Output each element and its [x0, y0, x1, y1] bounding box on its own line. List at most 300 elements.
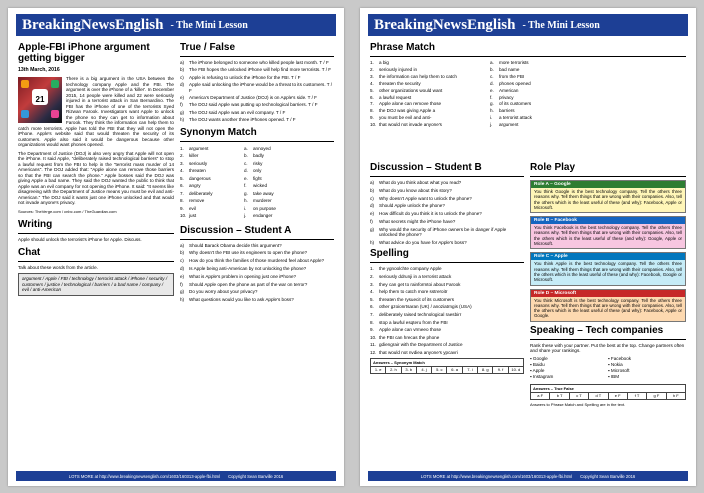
divider [180, 56, 334, 57]
discussion-a-question [180, 289, 334, 294]
synonym-cell-n: 4. [180, 168, 184, 174]
speaking-item [608, 374, 686, 380]
phrase-cell-m: bad name [499, 66, 520, 72]
role-card [530, 252, 686, 285]
phrase-cell-n: 3. [370, 73, 374, 79]
bullet-icon: ▪ [530, 361, 533, 367]
discussion-b-question-text: What do you think about what you read? [379, 180, 462, 185]
writing-prompt: Apple should unlock the terrorist's iPhone for Apple. Discuss. [18, 237, 142, 242]
role-card [530, 289, 686, 322]
phrase-cell-k: g. [490, 101, 494, 107]
spelling-item-text: deliberately raised technological raesbirr [379, 311, 462, 317]
spelling-item-key: 10. [370, 334, 377, 340]
synonym-cell-n: 10. [180, 213, 187, 219]
role-title: Role B – Facebook [531, 217, 685, 224]
article-date: 13th March, 2016 [18, 67, 60, 73]
discussion-a-question [180, 274, 334, 279]
speaking-item-label: Facebook [610, 355, 632, 361]
divider [530, 339, 686, 340]
spelling-item-text: other gzoionrtsaran (UK) / anoziatrngis (USA) [379, 304, 472, 310]
discussion-a-question [180, 297, 334, 302]
phrase-cell-w: other organizations would want [379, 87, 443, 93]
discussion-b-question [370, 196, 524, 201]
speaking-item-label: Apple [532, 368, 545, 374]
synonym-cell-n: 3. [180, 160, 184, 166]
answers-synonym-title: Answers – Synonym Match [371, 359, 523, 367]
truefalse-item-key: f) [180, 102, 183, 108]
article-paragraph-2: The Department of Justice (DOJ) is also very angry that Apple will not open the iPhone. It said Apple, "deliberately raised technological barriers" to stop a lawful request from the FBI to help in the "terrorist mass murder of 14 Americans". The DOJ added that: "Apple alone can remove those barriers so that the FBI can search the phone." Apple bosses said the DOJ was giving Apple a bad name. They said the DOJ wanted the public to think that Apple was an evil company for not opening the iPhone. It said: "It seems like disagreeing with the Department of Justice means you must be evil and anti-American." The DOJ said it wants just one iPhone unlocked and that would not invade anyone's privacy. [18, 150, 174, 205]
role-text: You think Google is the best technology company. Tell the others three reasons why. Tell them things that are wrong with their companies. Also, tell the others which is the least useful of these (and why): Facebook, Apple or Microsoft. [534, 189, 682, 210]
speaking-item-label: IBM [610, 374, 620, 380]
bullet-icon: ▪ [608, 355, 611, 361]
spelling-item [370, 320, 524, 325]
truefalse-item-key: b) [180, 67, 185, 73]
synonym-cell-k: d. [244, 168, 248, 174]
article-paragraph-1: There is a big argument in the USA between the technology company Apple and the FBI. The argument is over the iPhone of a 'killer'. In December 2015, 14 people were killed and 22 were seriously injured in a terrorist attack in San Bernardino. The FBI has the iPhone of one of the terrorists Syed Rizwan Farook. Investigators want Apple to unlock the phone so they can get to information about Farook. They think the information can help them to catch more terrorists. Apple has told the FBI that they will not open the iPhone. Apple's website said that would threaten the security of its customers. Apple also said it would be dangerous because other organizations would want phones opened. [18, 76, 174, 147]
synonym-cell-m: endanger [253, 213, 273, 219]
answer-cell: 10. d [511, 367, 521, 373]
discussion-b-question-text: What advice do you have for Apple's boss? [379, 239, 467, 245]
answer-cell: 8. g [478, 367, 493, 373]
synonym-cell-m: take away [253, 190, 274, 196]
phrase-cell-w: the DOJ was giving Apple a [379, 108, 436, 114]
discussion-b-question-key: g) [370, 226, 375, 232]
synonym-cell-m: wicked [253, 183, 268, 189]
discussion-b-question [370, 188, 524, 193]
phrase-cell-n: 7. [370, 101, 374, 107]
phrase-cell-w: seriously injured in [379, 66, 418, 72]
phrase-cell-m: privacy [499, 94, 514, 100]
synonym-cell-k: e. [244, 175, 248, 181]
footer-copyright: Copyright Sean Banville 2016 [580, 473, 636, 479]
discussion-a-question-key: e) [180, 273, 185, 279]
phrase-cell-w: that would not invade anyone's [379, 122, 442, 128]
phrase-cell-n: 1. [370, 60, 374, 65]
discussion-b-question-key: b) [370, 187, 375, 193]
phrase-cell-w: Apple alone can remove those [379, 101, 442, 107]
discussion-a-question-text: What questions would you like to ask Apple's boss? [189, 297, 294, 303]
phrase-cell-k: i. [490, 115, 493, 121]
discussion-a-question-key: f) [180, 281, 183, 287]
synonym-cell-m: on purpose [253, 205, 276, 211]
truefalse-item [180, 102, 334, 107]
synonym-cell-k: f. [244, 183, 247, 189]
truefalse-item-key: d) [180, 82, 185, 88]
calendar-icon: 21 [32, 89, 48, 105]
synonym-cell-w: deliberately [189, 190, 213, 196]
left-column [370, 160, 524, 468]
phrase-cell-w: you must be evil and anti- [379, 115, 432, 121]
article-sources: Sources: TheVerge.com / cnbc.com / TheGuardian.com [18, 208, 117, 214]
synonym-cell-w: seriously [189, 160, 208, 166]
synonym-cell-k: j. [244, 213, 247, 219]
answers-note: Answers to Phrase Match and Spelling are in the text. [530, 401, 626, 407]
brand-title: BreakingNewsEnglish [374, 16, 516, 33]
answer-cell: g F [647, 393, 666, 399]
answer-cell: 4. j [417, 367, 432, 373]
synonym-cell-n: 7. [180, 190, 184, 196]
discussion-b-question [370, 203, 524, 208]
footer-copyright: Copyright Sean Banville 2016 [228, 473, 284, 479]
divider [18, 233, 174, 234]
answers-synonym-cells [371, 367, 523, 373]
exercise-column [180, 40, 334, 468]
spelling-item-text: stop a lawful esqteru from the FBI [379, 319, 448, 325]
divider [180, 239, 334, 240]
role-title: Role A – Google [531, 181, 685, 188]
bullet-icon: ▪ [530, 355, 533, 361]
worksheet-page-2 [360, 8, 696, 486]
banner-subtitle: - The Mini Lesson [170, 19, 248, 31]
answer-cell: e F [609, 393, 628, 399]
answer-cell: 9. f [493, 367, 508, 373]
spelling-item [370, 274, 524, 279]
truefalse-heading: True / False [180, 42, 236, 53]
article-column [18, 40, 174, 468]
role-title: Role D – Microsoft [531, 290, 685, 297]
answer-cell: 5. c [432, 367, 447, 373]
banner [16, 14, 336, 36]
truefalse-item [180, 82, 334, 93]
synonym-cell-k: c. [244, 160, 248, 166]
spelling-item-key: 1. [370, 266, 374, 272]
synonym-cell-n: 6. [180, 183, 184, 189]
discussion-b-question-key: a) [370, 180, 375, 185]
divider [370, 262, 524, 263]
spelling-item [370, 327, 524, 332]
divider [530, 176, 686, 177]
spelling-item-text: the ygnoolchte company Apple [379, 266, 442, 272]
phrase-cell-w: a lawful request [379, 94, 412, 100]
truefalse-item-key: h) [180, 117, 185, 123]
discussion-a-question-text: What is Apple's problem in opening just one iPhone? [189, 273, 297, 279]
answer-cell: 2. h [386, 367, 401, 373]
synonym-cell-w: argument [189, 145, 209, 151]
discussion-b-question [370, 219, 524, 224]
synonym-cell-k: h. [244, 198, 248, 204]
synonym-cell-n: 8. [180, 198, 184, 204]
discussion-b-question-key: h) [370, 239, 375, 245]
synonym-cell-w: angry [189, 183, 201, 189]
spelling-item-text: help them to catch more sstreroitr [379, 289, 448, 295]
right-column [530, 160, 686, 468]
truefalse-list [180, 60, 334, 123]
truefalse-item [180, 117, 334, 122]
synonym-cell-m: annoyed [253, 145, 271, 151]
discussion-b-list [370, 180, 524, 245]
synonym-cell-m: badly [253, 153, 264, 159]
divider [370, 176, 524, 177]
spelling-item-key: 11. [370, 342, 377, 348]
spelling-item [370, 282, 524, 287]
divider [18, 261, 174, 262]
speaking-item-label: Microsoft [610, 368, 630, 374]
speaking-item-label: Google [532, 355, 548, 361]
speaking-heading: Speaking – Tech companies [530, 324, 664, 336]
phrase-cell-m: of its customers [499, 101, 532, 107]
discussion-b-question [370, 240, 524, 245]
spelling-item-key: 2. [370, 273, 374, 279]
spelling-item-text: they can get to rainformtoi about Farook [379, 281, 461, 287]
answer-cell: 3. b [402, 367, 417, 373]
spelling-item-key: 5. [370, 296, 374, 302]
iphone-photo [18, 77, 62, 123]
synonym-cell-m: only [253, 168, 262, 174]
phrase-cell-n: 6. [370, 94, 374, 100]
answers-truefalse-box [530, 384, 686, 400]
roleplay-heading: Role Play [530, 162, 576, 173]
discussion-a-heading: Discussion – Student A [180, 224, 292, 236]
phrase-cell-n: 10. [370, 122, 377, 128]
synonym-cell-k: i. [244, 205, 247, 211]
phrase-cell-m: more terrorists [499, 60, 529, 65]
discussion-a-question [180, 282, 334, 287]
spelling-item-key: 9. [370, 327, 374, 333]
synonym-cell-w: evil [189, 205, 196, 211]
spelling-item-text: that would not nvdiea anyone's ypcavri [379, 349, 458, 355]
answer-cell: h F [672, 392, 679, 398]
synonym-cell-m: murderer [253, 198, 272, 204]
truefalse-item [180, 60, 334, 65]
spelling-item-text: seriously ddrunji in a terrorist attack [379, 273, 452, 279]
synonym-cell-k: b. [244, 153, 248, 159]
worksheet-page-1 [8, 8, 344, 486]
phrase-cell-w: a big [379, 60, 389, 65]
discussion-b-question-text: Why doesn't Apple want to unlock the phone? [379, 195, 472, 201]
phrase-cell-m: barriers [499, 108, 515, 114]
truefalse-item-key: a) [180, 60, 185, 65]
footer-link[interactable]: LOTS MORE at http://www.breakingnewsenglish.com/1603/160313-apple-fbi.html [420, 473, 573, 479]
truefalse-item [180, 110, 334, 115]
answers-truefalse-title: Answers – True False [531, 385, 685, 393]
discussion-a-question-text: Should Apple open the phone as part of the war on terror? [189, 281, 308, 287]
discussion-a-question-text: Why doesn't the FBI use its engineers to open the phone? [189, 250, 308, 256]
truefalse-item-text: Apple said unlocking the iPhone would be a threat to its customers. T / F [189, 82, 333, 93]
answers-box [370, 358, 524, 374]
phrase-cell-m: from the FBI [499, 73, 525, 79]
truefalse-item [180, 95, 334, 100]
article-title: Apple-FBI iPhone argument getting bigger [18, 42, 150, 64]
synonym-cell-m: fight [253, 175, 262, 181]
synonym-cell-m: risky [253, 160, 263, 166]
synonym-cell-k: a. [244, 145, 248, 151]
speaking-item-label: Instagram [532, 374, 554, 380]
discussion-b-question-key: c) [370, 195, 374, 201]
discussion-b-question-text: Should Apple unlock the phone? [379, 203, 445, 209]
answer-cell: 1. e [371, 367, 386, 373]
speaking-instruction: Rank these with your partner. Put the best at the top. Change partners often and share your rankings. [530, 342, 685, 354]
spelling-heading: Spelling [370, 248, 409, 260]
spelling-item [370, 266, 524, 271]
spelling-item-key: 3. [370, 281, 374, 287]
truefalse-item-text: The FBI hopes the unlocked iPhone will help find more terrorists. T / F [189, 67, 332, 73]
writing-heading: Writing [18, 219, 53, 230]
divider [180, 141, 334, 142]
truefalse-item-key: g) [180, 109, 185, 115]
discussion-a-question-key: g) [180, 289, 185, 295]
discussion-a-question [180, 258, 334, 263]
synonym-heading: Synonym Match [180, 126, 257, 138]
truefalse-item [180, 75, 334, 80]
synonym-cell-w: just [189, 213, 197, 219]
brand-title: BreakingNewsEnglish [22, 16, 164, 33]
spelling-item [370, 335, 524, 340]
discussion-a-question-text: How do you think the families of those murdered feel about Apple? [189, 258, 325, 264]
phrase-cell-w: the information can help them to catch [379, 73, 457, 79]
discussion-a-question [180, 266, 334, 271]
answer-cell: f T [628, 393, 647, 399]
discussion-b-question [370, 227, 524, 238]
bullet-icon: ▪ [608, 361, 611, 367]
phrase-cell-w: threaten the security [379, 80, 421, 86]
synonym-match-grid [180, 145, 334, 220]
speaking-item-label: Baidu [532, 361, 545, 367]
phrase-cell-k: h. [490, 108, 494, 114]
discussion-b-heading: Discussion – Student B [370, 162, 482, 173]
discussion-a-question [180, 250, 334, 255]
truefalse-item-text: The DOJ wants another three iPhones opened. T / F [189, 117, 296, 123]
bullet-icon: ▪ [608, 374, 611, 380]
discussion-b-question-key: d) [370, 203, 375, 209]
phrase-cell-m: American [499, 87, 519, 93]
spelling-item-text: threaten the rysuecit of its customers [379, 296, 455, 302]
spelling-item-text: the FBI can hrecas the phone [379, 334, 440, 340]
chat-instruction: Talk about these words from the article. [18, 264, 98, 270]
spelling-item-text: Apple alone can vrmeeo those [379, 327, 442, 333]
answer-cell: 7. i [463, 367, 478, 373]
phrase-cell-k: d. [490, 80, 494, 86]
roleplay-cards [530, 180, 686, 322]
discussion-b-question-text: What do you know about this story? [379, 187, 452, 193]
discussion-b-question [370, 180, 524, 185]
phrase-cell-n: 2. [370, 66, 374, 72]
footer [368, 471, 688, 481]
spelling-list [370, 266, 524, 355]
discussion-a-question-text: Should Barack Obama decide this argument? [189, 242, 282, 248]
discussion-a-question-text: Do you worry about your privacy? [189, 289, 258, 295]
truefalse-item [180, 67, 334, 72]
spelling-item-key: 12. [370, 349, 377, 355]
phrase-cell-m: a terrorist attack [499, 115, 532, 121]
banner-subtitle: - The Mini Lesson [522, 19, 600, 31]
discussion-a-question-key: b) [180, 250, 185, 256]
discussion-b-question-text: Why would the security of iPhone owners be in danger if Apple unlocked the phone? [379, 226, 507, 238]
synonym-cell-n: 1. [180, 145, 184, 151]
discussion-b-question [370, 211, 524, 216]
discussion-a-question-key: c) [180, 258, 184, 264]
discussion-a-question-key: h) [180, 297, 185, 303]
phrase-cell-m: argument [499, 122, 519, 128]
speaking-item-label: Nokia [610, 361, 623, 367]
role-text: You think Facebook is the best technology company. Tell the others three reasons why. Tell them things that are wrong with their companies. Also, tell the others which is the least useful of these (and why): Google, Apple or Microsoft. [534, 225, 682, 247]
discussion-a-question-key: d) [180, 266, 185, 272]
phrase-cell-k: b. [490, 66, 494, 72]
bullet-icon: ▪ [530, 374, 533, 380]
speaking-ranking-list [530, 356, 686, 381]
spelling-item-key: 8. [370, 319, 374, 325]
truefalse-item-text: The DOJ said Apple was putting up technological barriers. T / F [189, 102, 318, 108]
phrase-match-grid [370, 60, 686, 129]
spelling-item-key: 4. [370, 289, 374, 295]
spelling-item [370, 312, 524, 317]
synonym-cell-n: 9. [180, 205, 184, 211]
divider [370, 56, 686, 57]
role-card [530, 180, 686, 213]
truefalse-item-text: The DOJ said Apple was an evil company. T / F [189, 109, 286, 115]
truefalse-item-key: c) [180, 74, 184, 80]
spelling-item [370, 342, 524, 347]
synonym-cell-w: dangerous [189, 175, 211, 181]
synonym-cell-w: remove [189, 198, 205, 204]
discussion-a-question-text: Is Apple being anti-American by not unlocking the phone? [189, 266, 307, 272]
phrase-cell-k: c. [490, 73, 494, 79]
phrase-cell-n: 4. [370, 80, 374, 86]
spelling-item [370, 297, 524, 302]
discussion-a-question-key: a) [180, 242, 185, 248]
phrase-cell-n: 8. [370, 108, 374, 114]
bullet-icon: ▪ [530, 368, 533, 374]
answer-cell: d T [589, 393, 608, 399]
phrase-match-section [370, 40, 686, 160]
chat-heading: Chat [18, 246, 41, 258]
synonym-cell-n: 5. [180, 175, 184, 181]
truefalse-item-text: America's Department of Justice (DOJ) is on Apple's side. T / F [189, 95, 317, 101]
discussion-b-question-key: e) [370, 211, 375, 217]
bullet-icon: ▪ [608, 368, 611, 374]
phrase-cell-k: j. [490, 122, 493, 128]
discussion-b-question-text: How difficult do you think it is to unlock the phone? [379, 211, 482, 217]
phrase-cell-k: f. [490, 94, 493, 100]
discussion-a-question [180, 243, 334, 248]
spelling-item-key: 7. [370, 311, 374, 317]
spelling-item [370, 289, 524, 294]
spelling-item [370, 304, 524, 309]
spelling-item [370, 350, 524, 355]
synonym-cell-n: 2. [180, 153, 184, 159]
synonym-cell-w: threaten [189, 168, 206, 174]
phrase-cell-m: phones opened [499, 80, 531, 86]
chat-word-box: argument / Apple / FBI / technology / terrorist attack / iPhone / security / customers / justice / technological / barriers / a bad name / company / evil / anti-American [18, 273, 174, 296]
footer [16, 471, 336, 481]
footer-link[interactable]: LOTS MORE at http://www.breakingnewsenglish.com/1603/160313-apple-fbi.html [68, 473, 221, 479]
answer-cell: c T [570, 393, 589, 399]
answer-cell: 6. a [447, 367, 462, 373]
truefalse-item-text: Apple is refusing to unlock the iPhone for the FBI. T / F [189, 74, 301, 80]
role-card [530, 216, 686, 249]
discussion-a-list [180, 243, 334, 303]
role-text: You think Microsoft is the best technology company. Tell the others three reasons why. Tell them things that are wrong with their companies. Also, tell the others which is the least useful of these (and why): Facebook, Apple or Google. [534, 297, 682, 319]
role-title: Role C – Apple [531, 253, 685, 260]
phrase-cell-k: e. [490, 87, 494, 93]
phrase-cell-k: a. [490, 60, 494, 65]
role-text: You think Apple is the best technology company. Tell the others three reasons why. Tell them things that are wrong with their companies. Also, tell the others which is the least useful of these (and why): Facebook, Google or Microsoft. [534, 261, 682, 283]
answer-cell: a F [531, 393, 550, 399]
answer-cell: b T [550, 393, 569, 399]
discussion-b-question-text: What secrets might the iPhone have? [379, 218, 456, 224]
banner [368, 14, 688, 36]
synonym-cell-w: killer [189, 153, 199, 159]
truefalse-item-text: The iPhone belonged to someone who killed people last month. T / F [189, 60, 329, 65]
speaking-item [530, 374, 608, 380]
phrase-cell-n: 5. [370, 87, 374, 93]
phrase-cell-n: 9. [370, 115, 374, 121]
truefalse-item-key: e) [180, 95, 185, 101]
spelling-item-key: 6. [370, 304, 374, 310]
phrase-heading: Phrase Match [370, 42, 436, 53]
answers-truefalse-cells [531, 393, 685, 399]
synonym-cell-k: g. [244, 190, 248, 196]
discussion-b-question-key: f) [370, 218, 373, 224]
